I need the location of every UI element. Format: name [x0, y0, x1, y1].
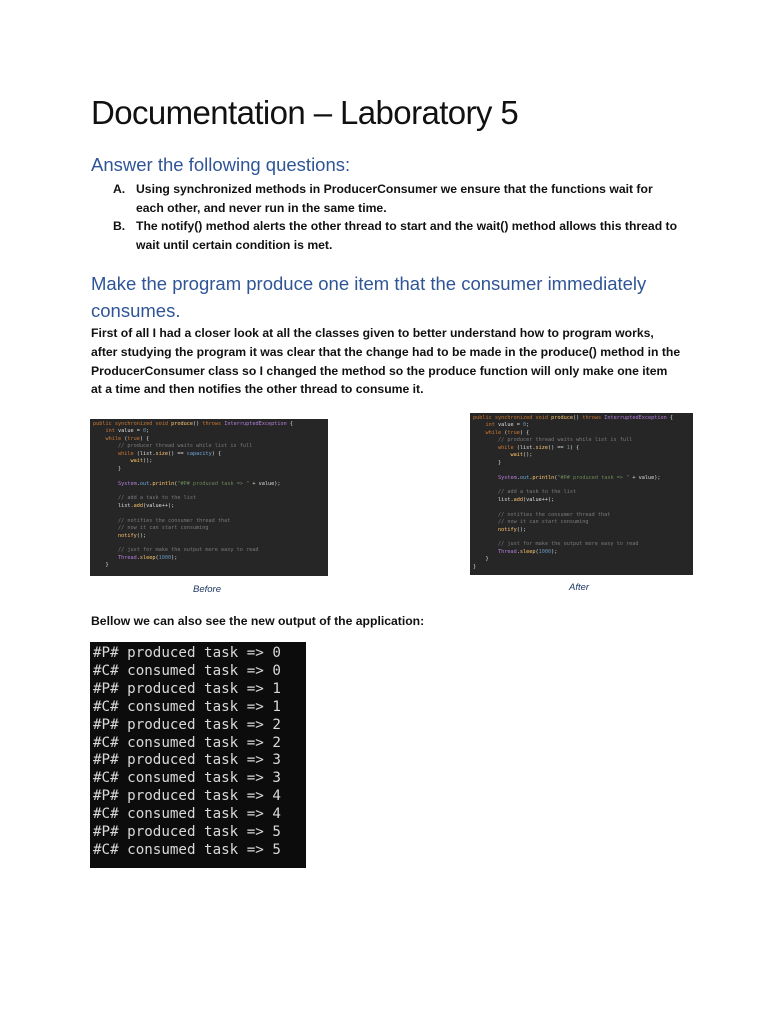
answer-text: The notify() method alerts the other thread to start and the wait() method allows this thread to wait until certain condition is met. — [136, 219, 678, 252]
code-line: public synchronized void produce() throws InterruptedException { — [93, 421, 293, 427]
code-line: } — [473, 563, 477, 570]
code-line: // now it can start consuming — [473, 519, 589, 526]
code-line — [93, 488, 325, 495]
code-line: while (true) { — [105, 435, 150, 442]
output-intro: Bellow we can also see the new output of the application: — [91, 614, 425, 628]
code-line: System.out.println("#P# produced task => " + value); — [118, 480, 281, 487]
code-line — [473, 504, 690, 511]
console-line: #C# consumed task => 3 — [93, 770, 281, 787]
questions-heading: Answer the following questions: — [91, 154, 351, 175]
code-line: Thread.sleep(1000); — [118, 554, 178, 561]
code-line: // notifies the consumer thread that — [93, 517, 231, 524]
answer-marker: B. — [113, 219, 126, 233]
code-line: // now it can start consuming — [93, 525, 209, 532]
code-line: // add a task to the list — [93, 495, 197, 502]
code-line: list.add(value++); — [473, 496, 555, 503]
code-line: notify(); — [498, 526, 527, 533]
code-line: // producer thread waits while list is full — [473, 437, 633, 444]
code-line — [473, 482, 690, 489]
code-line: wait(); — [130, 458, 153, 465]
console-line: #P# produced task => 1 — [93, 680, 281, 697]
code-screenshot-before — [90, 419, 328, 576]
explanation-paragraph: First of all I had a closer look at all the classes given to better understand how to program works, after studying the program it was clear that the change had to be made in the produce() method in the ProducerConsumer class so I changed the method so the produce function will only make one item at a time and then notifies the other thread to consume it. — [91, 326, 681, 397]
code-line: } — [93, 562, 109, 569]
code-line: notify(); — [118, 532, 147, 539]
answer-item — [91, 217, 681, 254]
code-line — [473, 467, 690, 474]
code-line: // producer thread waits while list is full — [93, 443, 253, 450]
code-line: int value = 0; — [105, 428, 150, 435]
console-line: #P# produced task => 3 — [93, 752, 281, 769]
code-line: // just for make the output more easy to read — [473, 541, 639, 548]
console-line: #C# consumed task => 0 — [93, 662, 281, 679]
code-line: while (list.size() == capacity) { — [118, 450, 222, 457]
console-line: #P# produced task => 0 — [93, 645, 281, 661]
page-title: Documentation – Laboratory 5 — [91, 94, 519, 131]
code-line — [473, 534, 690, 541]
code-line: // notifies the consumer thread that — [473, 511, 611, 518]
console-line: #C# consumed task => 2 — [93, 734, 281, 751]
code-line: Thread.sleep(1000); — [498, 548, 558, 555]
code-line: while (list.size() == 1) { — [498, 444, 580, 451]
code-line: System.out.println("#P# produced task => " + value); — [498, 474, 661, 481]
code-line — [93, 510, 325, 517]
console-line: #P# produced task => 4 — [93, 788, 281, 805]
code-line: // add a task to the list — [473, 489, 577, 496]
code-line: int value = 0; — [485, 422, 530, 429]
code-line — [93, 540, 325, 547]
code-line: } — [93, 465, 122, 472]
answer-text: Using synchronized methods in ProducerConsumer we ensure that the functions wait for each other, and never run in the same time. — [136, 182, 653, 215]
code-line: } — [473, 459, 502, 466]
code-line: list.add(value++); — [93, 502, 175, 509]
code-line: // just for make the output more easy to read — [93, 547, 259, 554]
console-line: #C# consumed task => 4 — [93, 806, 281, 823]
code-line: wait(); — [510, 452, 533, 459]
console-output — [90, 642, 306, 868]
answer-marker: A. — [113, 182, 126, 196]
before-caption: Before — [193, 584, 221, 595]
after-caption: After — [569, 582, 590, 593]
section-heading: Make the program produce one item that the consumer immediately consumes. — [91, 273, 647, 321]
console-line: #C# consumed task => 5 — [93, 841, 281, 858]
answer-item — [91, 180, 681, 217]
console-line: #P# produced task => 2 — [93, 716, 281, 733]
console-line: #P# produced task => 5 — [93, 824, 281, 841]
code-line: while (true) { — [485, 429, 530, 436]
code-line: public synchronized void produce() throws InterruptedException { — [473, 415, 673, 421]
answers-list — [91, 180, 681, 254]
code-line — [93, 473, 325, 480]
code-line: } — [473, 556, 489, 563]
console-line: #C# consumed task => 1 — [93, 698, 281, 715]
code-screenshot-after — [470, 413, 693, 575]
